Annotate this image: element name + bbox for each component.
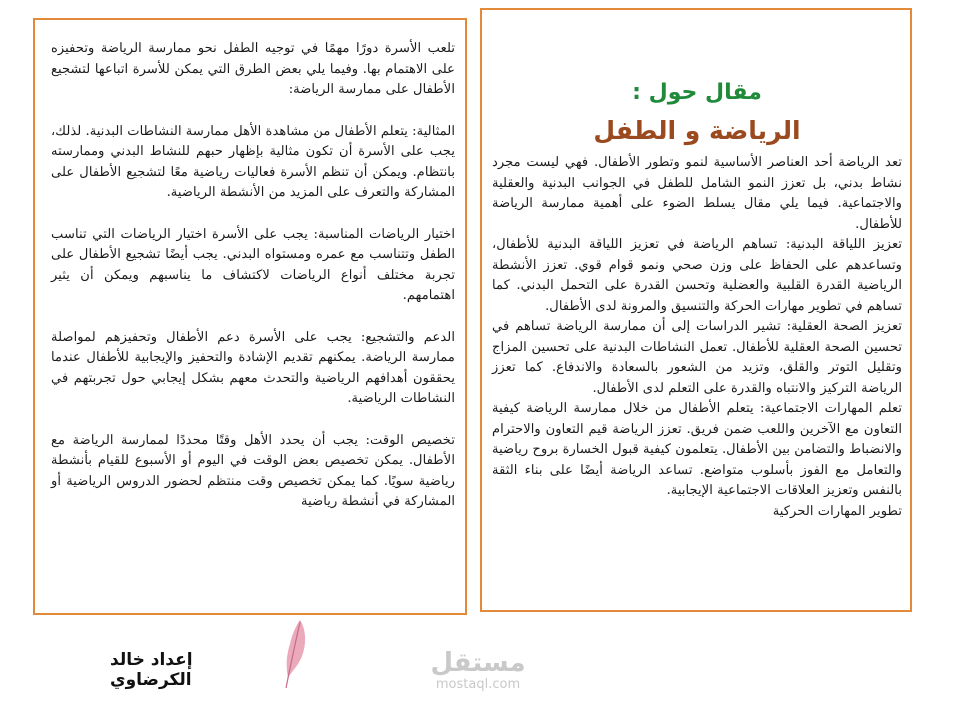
right-paragraph-fitness: تعزيز اللياقة البدنية: تساهم الرياضة في تعزيز اللياقة البدنية للأطفال، وتساعدهم على الحفاظ على وزن صحي ونمو قوام قوي. تعزز الأنشطة الرياضية القدرة القلبية والعضلية وتحسن القدرة على التحمل البدني. كما تساهم في تطوير مهارات الحركة والتنسيق والمرونة لدى الأطفال. [492, 237, 902, 314]
right-paragraph-mental-health: تعزيز الصحة العقلية: تشير الدراسات إلى أن ممارسة الرياضة تساهم في تحسين الصحة العقلية للأطفال. تعمل النشاطات البدنية على تحسين المزاج وتقليل التوتر والقلق، وتزيد من الشعور بالسعادة والاندفاع. كما تعزز الرياضة التركيز والانتباه والقدرة على التعلم لدى الأطفال. [492, 319, 902, 396]
title-line-1: مقال حول : [632, 80, 762, 105]
author-credit: إعداد خالد الكرضاوي [110, 650, 193, 690]
left-paragraph-time: تخصيص الوقت: يجب أن يحدد الأهل وقتًا محددًا لممارسة الرياضة مع الأطفال. يمكن تخصيص بعض الوقت في اليوم أو الأسبوع للقيام بأنشطة رياضية سويًا. كما يمكن تخصيص وقت منتظم لحضور الدروس الرياضية أو المشاركة في أنشطة رياضية [51, 432, 455, 509]
feather-quill-icon [278, 618, 310, 690]
left-paragraph-role-model: المثالية: يتعلم الأطفال من مشاهدة الأهل ممارسة النشاطات البدنية. لذلك، يجب على الأسرة أن تكون مثالية بإظهار حبهم للنشاط البدني وممارسته بانتظام. ويمكن أن تنظم الأسرة فعاليات رياضية معًا لتشجيع الأطفال على المشاركة والتعرف على المزيد من الأنشطة الرياضية. [51, 123, 455, 200]
right-paragraph-motor-skills: تطوير المهارات الحركية [772, 503, 902, 519]
watermark-logo-text: مستقل [430, 648, 526, 678]
right-paragraph-social-skills: تعلم المهارات الاجتماعية: يتعلم الأطفال من خلال ممارسة الرياضة كيفية التعاون مع الآخرين واللعب ضمن فريق. تعزز الرياضة قيم التعاون والاحترام والانضباط والتضامن بين الأطفال. يتعلمون كيفية قبول الخسارة بروح رياضية والتعامل مع الفوز بأسلوب متواضع. تساعد الرياضة أيضًا على بناء الثقة بالنفس وتعزيز العلاقات الاجتماعية الإيجابية. [492, 401, 902, 498]
left-article-panel [33, 18, 467, 615]
left-paragraph-support: الدعم والتشجيع: يجب على الأسرة دعم الأطفال وتحفيزهم لمواصلة ممارسة الرياضة. يمكنهم تقديم الإشادة والتحفيز والإيجابية للأطفال عندما يحققون أهدافهم الرياضية والتحدث معهم بشكل إيجابي حول تجربتهم في النشاطات الرياضية. [51, 329, 455, 406]
left-paragraph-intro: تلعب الأسرة دورًا مهمًا في توجيه الطفل نحو ممارسة الرياضة وتحفيزه على الاهتمام بها. وفيما يلي بعض الطرق التي يمكن للأسرة اتباعها لتشجيع الأطفال على ممارسة الرياضة: [51, 41, 455, 97]
article-title [492, 77, 902, 147]
right-paragraph-intro: تعد الرياضة أحد العناصر الأساسية لنمو وتطور الأطفال. فهي ليست مجرد نشاط بدني، بل تعزز النمو الشامل للطفل في الجوانب البدنية والعقلية والاجتماعية. فيما يلي مقال يسلط الضوء على أهمية ممارسة الرياضة للأطفال. [492, 155, 902, 232]
mostaql-watermark [418, 648, 538, 692]
right-article-panel [480, 8, 912, 612]
left-paragraph-choose-sports: اختيار الرياضات المناسبة: يجب على الأسرة اختيار الرياضات التي تناسب الطفل وتتناسب مع عمره ومستواه البدني. يجب أيضًا تشجيع الأطفال على تجربة مختلف أنواع الرياضات لاكتشاف ما يناسبهم ويمكن أن يثير اهتمامهم. [51, 226, 455, 303]
title-line-2: الرياضة و الطفل [593, 116, 801, 145]
watermark-url: mostaql.com [435, 677, 521, 692]
